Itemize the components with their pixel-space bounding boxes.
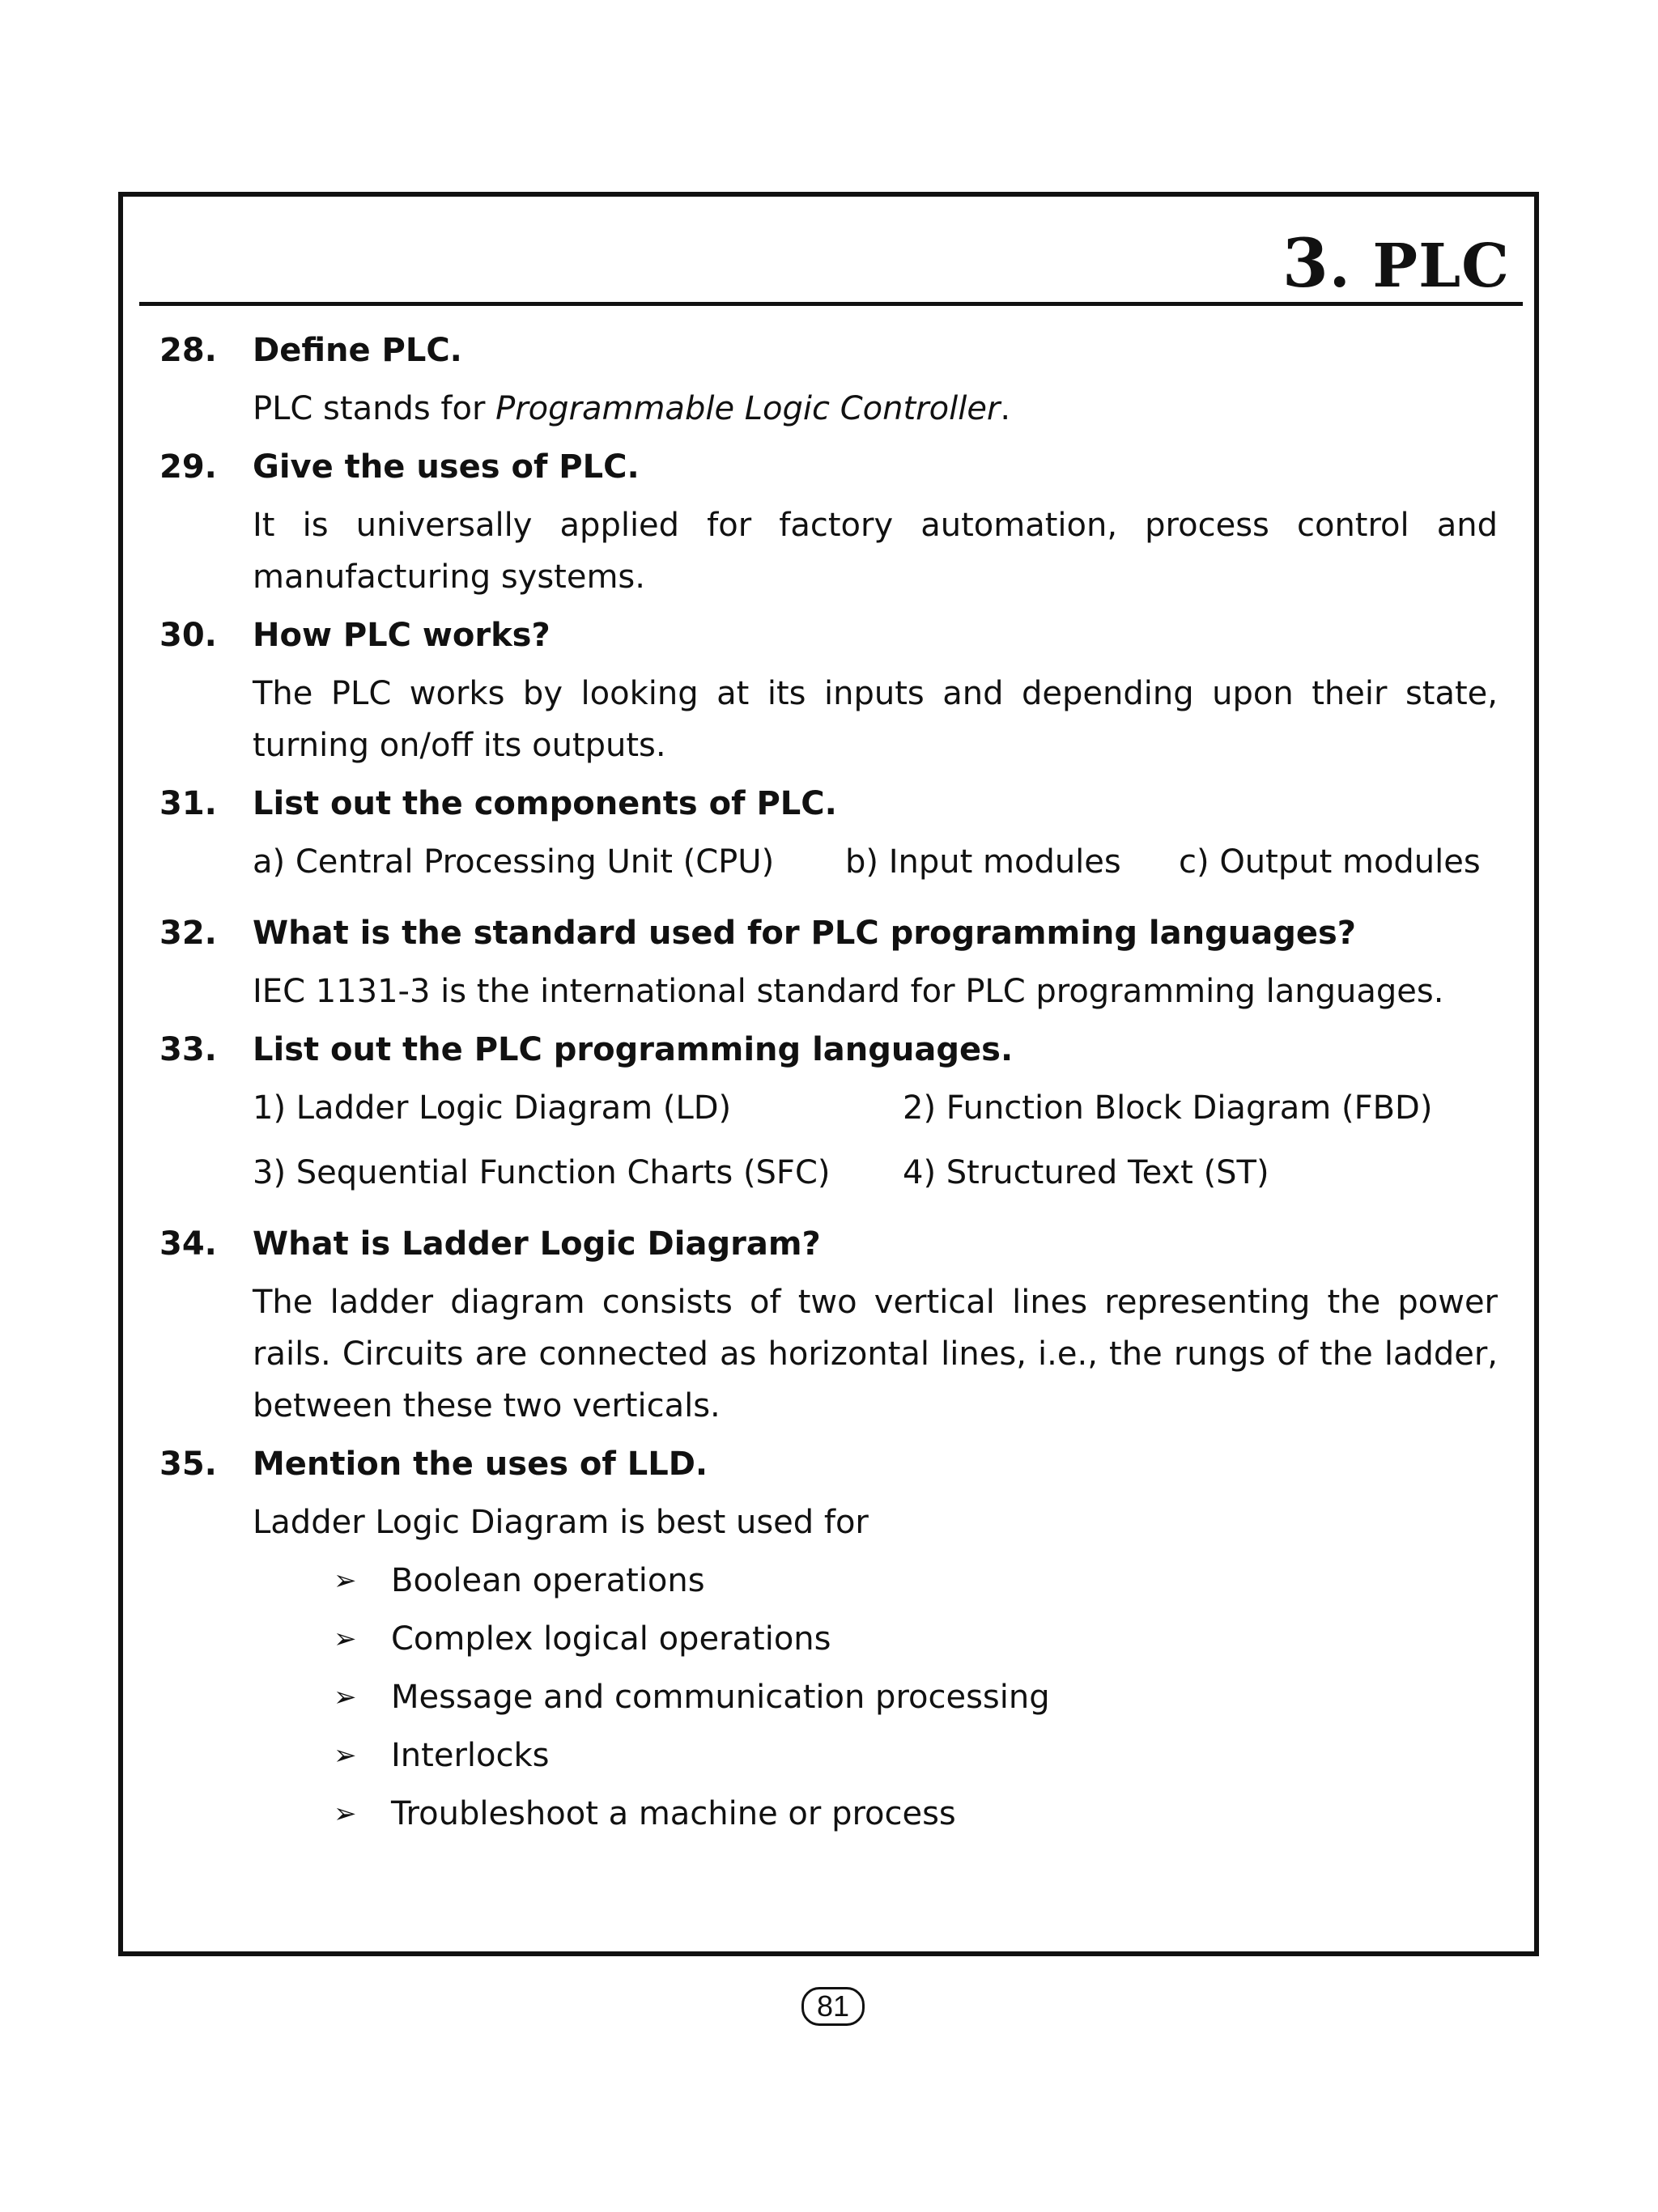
question-number: 31. (159, 785, 217, 822)
arrow-bullet-icon: ➢ (334, 1565, 357, 1597)
arrow-bullet-icon: ➢ (334, 1623, 357, 1655)
uses-list (334, 1555, 1498, 1840)
question-list (159, 325, 1498, 1840)
option-item: 4) Structured Text (ST) (903, 1154, 1269, 1191)
question-number: 28. (159, 332, 217, 369)
list-item (334, 1730, 1498, 1781)
chapter-title (1282, 225, 1510, 303)
answer-part: PLC stands for (253, 390, 496, 427)
component-options (253, 836, 1498, 888)
question-32 (159, 907, 1498, 1017)
question-text: List out the components of PLC. (253, 785, 837, 822)
option-item: b) Input modules (845, 843, 1121, 881)
option-item: 3) Sequential Function Charts (SFC) (253, 1154, 831, 1191)
arrow-bullet-icon: ➢ (334, 1681, 357, 1713)
answer-part: . (1000, 390, 1011, 427)
question-31 (159, 778, 1498, 888)
question-heading (159, 609, 1498, 661)
answer-emphasis: Programmable Logic Controller (495, 390, 1001, 427)
question-number: 33. (159, 1031, 217, 1068)
list-item-text: Message and communication processing (391, 1679, 1050, 1716)
question-number: 34. (159, 1225, 217, 1263)
option-item: 2) Function Block Diagram (FBD) (903, 1089, 1433, 1127)
answer-text: IEC 1131-3 is the international standard for PLC programming languages. (253, 973, 1444, 1010)
question-29 (159, 441, 1498, 603)
question-30 (159, 609, 1498, 771)
question-number: 32. (159, 915, 217, 952)
answer-text: The ladder diagram consists of two vertical lines representing the power rails. Circuits are connected as horizontal lines, i.e., the rungs of the ladder, between these two verticals. (253, 1284, 1498, 1424)
arrow-bullet-icon: ➢ (334, 1798, 357, 1830)
question-heading (159, 1438, 1498, 1490)
answer-text (253, 383, 1498, 435)
question-number: 29. (159, 448, 217, 486)
question-35 (159, 1438, 1498, 1840)
list-item-text: Boolean operations (391, 1562, 705, 1599)
chapter-separator: . (1329, 231, 1351, 301)
list-item (334, 1555, 1498, 1607)
chapter-name: PLC (1372, 231, 1510, 301)
answer-intro: Ladder Logic Diagram is best used for (253, 1504, 869, 1541)
question-text: Give the uses of PLC. (253, 448, 640, 486)
question-number: 35. (159, 1446, 217, 1483)
title-divider (139, 302, 1523, 306)
list-item (334, 1613, 1498, 1665)
question-heading (159, 907, 1498, 959)
language-options (253, 1082, 1498, 1199)
question-text: How PLC works? (253, 617, 551, 654)
question-text: Mention the uses of LLD. (253, 1446, 708, 1483)
question-33 (159, 1024, 1498, 1199)
list-item-text: Troubleshoot a machine or process (391, 1795, 956, 1832)
question-heading (159, 325, 1498, 376)
question-heading (159, 441, 1498, 493)
arrow-bullet-icon: ➢ (334, 1739, 357, 1772)
question-heading (159, 1024, 1498, 1076)
question-34 (159, 1218, 1498, 1432)
question-heading (159, 778, 1498, 830)
question-text: Define PLC. (253, 332, 462, 369)
question-text: List out the PLC programming languages. (253, 1031, 1014, 1068)
list-item-text: Complex logical operations (391, 1620, 831, 1658)
option-item: 1) Ladder Logic Diagram (LD) (253, 1089, 732, 1127)
list-item (334, 1788, 1498, 1840)
list-item-text: Interlocks (391, 1737, 550, 1774)
question-28 (159, 325, 1498, 435)
page-number: 81 (801, 1987, 865, 2026)
question-number: 30. (159, 617, 217, 654)
option-item: a) Central Processing Unit (CPU) (253, 843, 775, 881)
question-text: What is the standard used for PLC programming languages? (253, 915, 1356, 952)
content-frame (118, 192, 1539, 1956)
list-item (334, 1671, 1498, 1723)
chapter-number: 3 (1282, 225, 1329, 303)
answer-text: It is universally applied for factory automation, process control and manufacturing systems. (253, 507, 1498, 596)
option-item: c) Output modules (1179, 843, 1481, 881)
question-text: What is Ladder Logic Diagram? (253, 1225, 821, 1263)
answer-text: The PLC works by looking at its inputs and depending upon their state, turning on/off its outputs. (253, 675, 1498, 764)
question-heading (159, 1218, 1498, 1270)
